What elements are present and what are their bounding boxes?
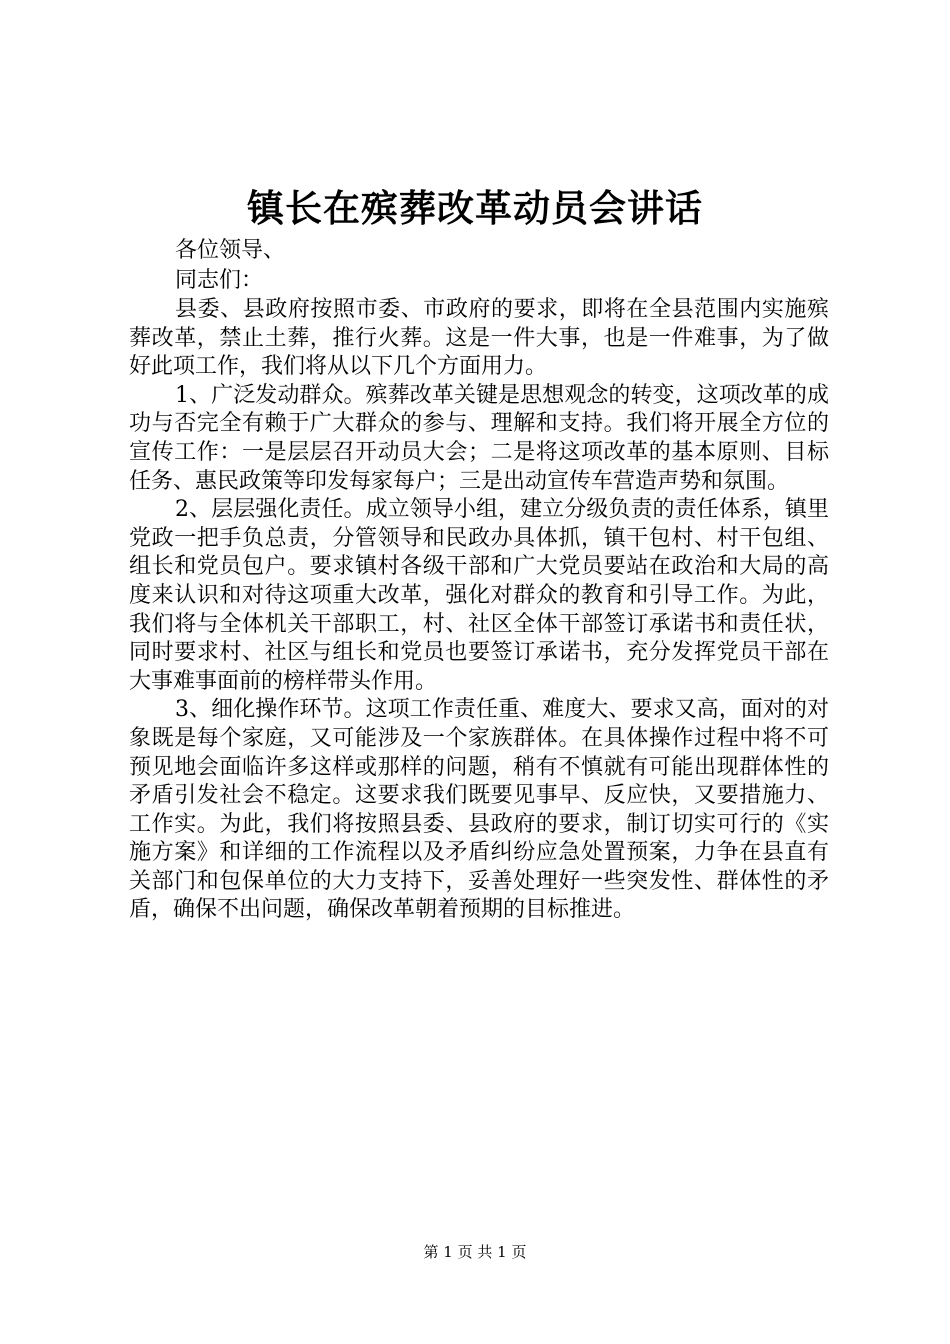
document-body bbox=[129, 236, 829, 925]
paragraph-point-1: 1、广泛发动群众。殡葬改革关键是思想观念的转变，这项改革的成功与否完全有赖于广大群众的参与、理解和支持。我们将开展全方位的宣传工作：一是层层召开动员大会；二是将这项改革的基本原则、目标任务、惠民政策等印发每家每户；三是出动宣传车营造声势和氛围。 bbox=[129, 382, 829, 494]
paragraph-intro: 县委、县政府按照市委、市政府的要求，即将在全县范围内实施殡葬改革，禁止土葬，推行火葬。这是一件大事，也是一件难事，为了做好此项工作，我们将从以下几个方面用力。 bbox=[129, 297, 829, 380]
salutation-line-1: 各位领导、 bbox=[175, 238, 286, 263]
page-number-footer: 第 1 页 共 1 页 bbox=[423, 1243, 527, 1261]
document-title: 镇长在殡葬改革动员会讲话 bbox=[247, 186, 703, 230]
paragraph-point-2: 2、层层强化责任。成立领导小组，建立分级负责的责任体系，镇里党政一把手负总责，分管领导和民政办具体抓，镇干包村、村干包组、组长和党员包户。要求镇村各级干部和广大党员要站在政治和大局的高度来认识和对待这项重大改革，强化对群众的教育和引导工作。为此，我们将与全体机关干部职工，村、社区全体干部签订承诺书和责任状，同时要求村、社区与组长和党员也要签订承诺书，充分发挥党员干部在大事难事面前的榜样带头作用。 bbox=[129, 497, 829, 694]
paragraph-point-3: 3、细化操作环节。这项工作责任重、难度大、要求又高，面对的对象既是每个家庭，又可能涉及一个家族群体。在具体操作过程中将不可预见地会面临许多这样或那样的问题，稍有不慎就有可能出现群体性的矛盾引发社会不稳定。这要求我们既要见事早、反应快，又要措施力、工作实。为此，我们将按照县委、县政府的要求，制订切实可行的《实施方案》和详细的工作流程以及矛盾纠纷应急处置预案，力争在县直有关部门和包保单位的大力支持下，妥善处理好一些突发性、群体性的矛盾，确保不出问题，确保改革朝着预期的目标推进。 bbox=[129, 697, 829, 923]
salutation-line-2: 同志们： bbox=[175, 268, 264, 293]
